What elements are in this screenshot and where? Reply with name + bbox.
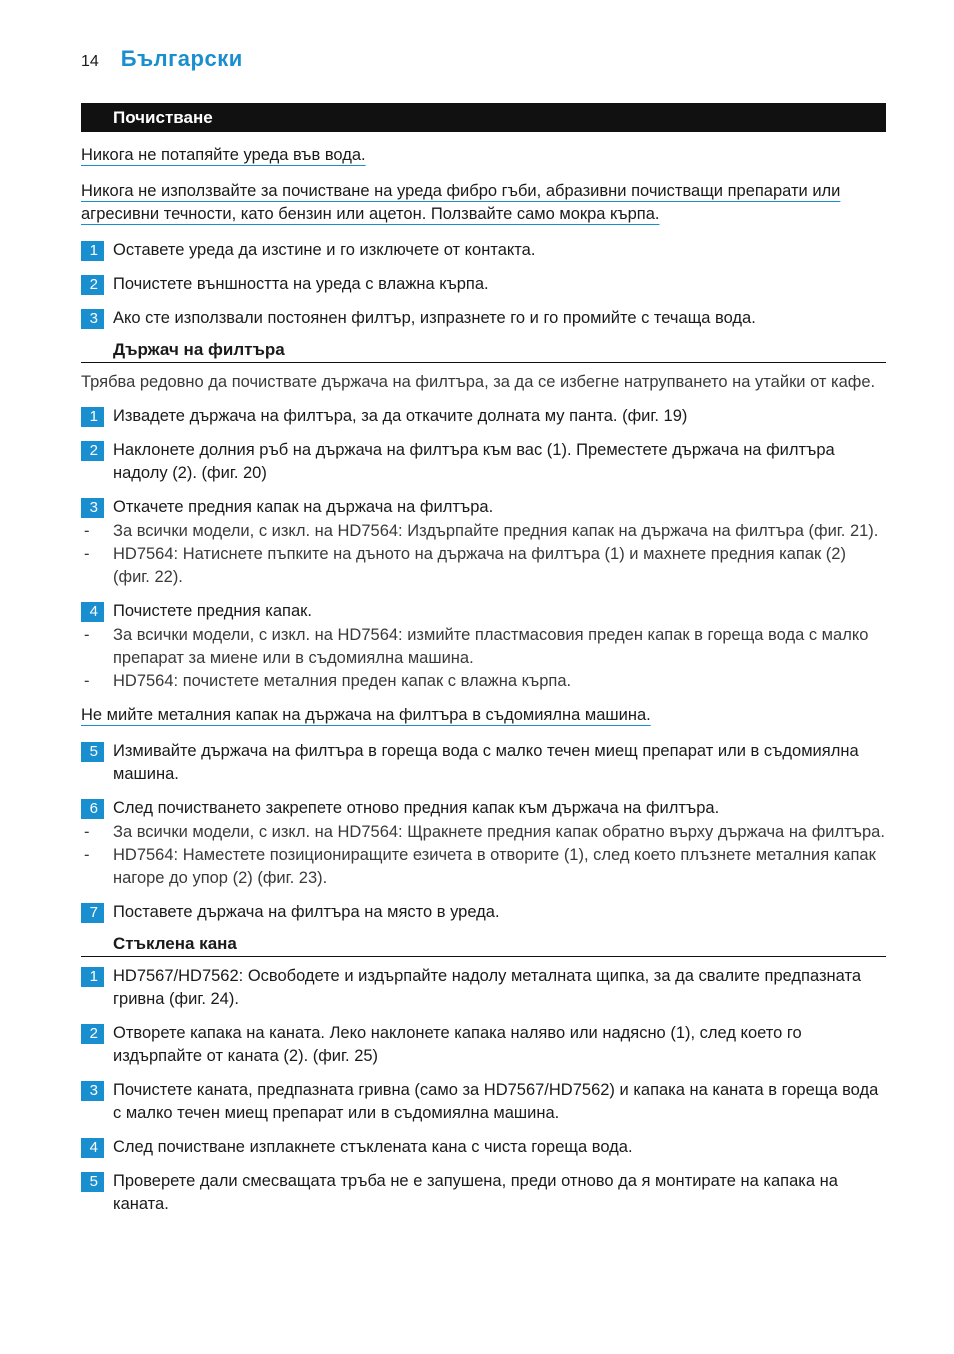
dash-bullet: - [84,823,90,841]
step-number: 2 [81,441,104,461]
step-number: 3 [81,498,104,518]
sub-list [81,520,886,589]
step-item [81,307,886,330]
sub-item-text: HD7564: Натиснете пъпките на дъното на държача на филтъра (1) и махнете предния капак (2) (фиг. 22). [113,545,846,586]
step-text: Измивайте държача на филтъра в гореща вода с малко течен миещ препарат или в съдомиялна машина. [113,742,859,783]
step-item [81,239,886,262]
step-number: 3 [81,1081,104,1101]
sub-item [81,844,886,890]
step-item [81,600,886,623]
sub-item-text: За всички модели, с изкл. на HD7564: Щракнете предния капак обратно върху държача на филтъра. [113,823,885,841]
step-number: 6 [81,799,104,819]
sub-item-text: За всички модели, с изкл. на HD7564: Издърпайте предния капак на държача на филтъра (фиг. 21). [113,522,879,540]
step-text: Откачете предния капак на държача на филтъра. [113,498,494,516]
step-number: 2 [81,1024,104,1044]
sub-item-text: HD7564: почистете металния преден капак с влажна кърпа. [113,672,572,690]
step-text: След почистване изплакнете стъклената кана с чиста гореща вода. [113,1138,633,1156]
subheading-glass-jug: Стъклена кана [81,933,886,957]
sub-item-text: HD7564: Наместете позициониращите езичета в отворите (1), след което плъзнете металния капак нагоре до упор (2) (фиг. 23). [113,846,876,887]
step-number: 4 [81,602,104,622]
filter-holder-intro: Трябва редовно да почиствате държача на филтъра, за да се избегне натрупването на утайки от кафе. [81,373,876,391]
warning-text: Никога не използвайте за почистване на уреда фибро гъби, абразивни почистващи препарати или агресивни течности, като бензин или ацетон. Ползвайте само мокра кърпа. [81,182,841,223]
step-number: 1 [81,967,104,987]
step-number: 5 [81,1172,104,1192]
step-item [81,740,886,786]
sub-item [81,520,886,543]
step-item [81,965,886,1011]
dash-bullet: - [84,522,90,540]
step-item [81,496,886,519]
step-number: 3 [81,309,104,329]
sub-item [81,821,886,844]
step-text: Проверете дали смесващата тръба не е запушена, преди отново да я монтирате на капака на каната. [113,1172,838,1213]
dash-bullet: - [84,672,90,690]
step-item [81,1170,886,1216]
warning-text: Не мийте металния капак на държача на филтъра в съдомиялна машина. [81,706,651,724]
step-number: 1 [81,241,104,261]
step-number: 4 [81,1138,104,1158]
step-text: Почистете външността на уреда с влажна кърпа. [113,275,489,293]
step-number: 1 [81,407,104,427]
step-text: Почистете предния капак. [113,602,312,620]
step-text: Отворете капака на каната. Леко наклонете капака наляво или надясно (1), след което го издърпайте от каната (2). (фиг. 25) [113,1024,802,1065]
dash-bullet: - [84,626,90,644]
sub-item [81,543,886,589]
dash-bullet: - [84,846,90,864]
step-text: HD7567/HD7562: Освободете и издърпайте надолу металната щипка, за да свалите предпазната гривна (фиг. 24). [113,967,862,1008]
sub-item-text: За всички модели, с изкл. на HD7564: измийте пластмасовия преден капак в гореща вода с малко препарат за миене или в съдомиялна машина. [113,626,869,667]
step-text: Извадете държача на филтъра, за да откачите долната му панта. (фиг. 19) [113,407,688,425]
sub-item [81,670,886,693]
sub-item [81,624,886,670]
page-language: Български [120,46,243,71]
step-item [81,797,886,820]
step-text: Поставете държача на филтъра на място в уреда. [113,903,500,921]
step-text: Наклонете долния ръб на държача на филтъра към вас (1). Преместете държача на филтъра надолу (2). (фиг. 20) [113,441,835,482]
section-title-bar: Почистване [81,103,886,132]
dash-bullet: - [84,545,90,563]
page-number: 14 [81,53,99,70]
step-item [81,405,886,428]
warning-text: Никога не потапяйте уреда във вода. [81,146,366,164]
page-header [81,46,243,76]
step-text: Ако сте използвали постоянен филтър, изпразнете го и го промийте с течаща вода. [113,309,756,327]
step-text: Почистете каната, предпазната гривна (само за HD7567/HD7562) и капака на каната в гореща вода с малко течен миещ препарат или в съдомиялна машина. [113,1081,879,1122]
step-number: 7 [81,903,104,923]
subheading-filter-holder: Държач на филтъра [81,339,886,363]
page-content [81,103,886,1227]
sub-list [81,624,886,693]
step-item [81,1022,886,1068]
sub-list [81,821,886,890]
step-item [81,1079,886,1125]
step-item [81,439,886,485]
step-number: 2 [81,275,104,295]
step-text: Оставете уреда да изстине и го изключете от контакта. [113,241,536,259]
step-item [81,1136,886,1159]
step-text: След почистването закрепете отново предния капак към държача на филтъра. [113,799,720,817]
step-item [81,901,886,924]
step-number: 5 [81,742,104,762]
step-item [81,273,886,296]
